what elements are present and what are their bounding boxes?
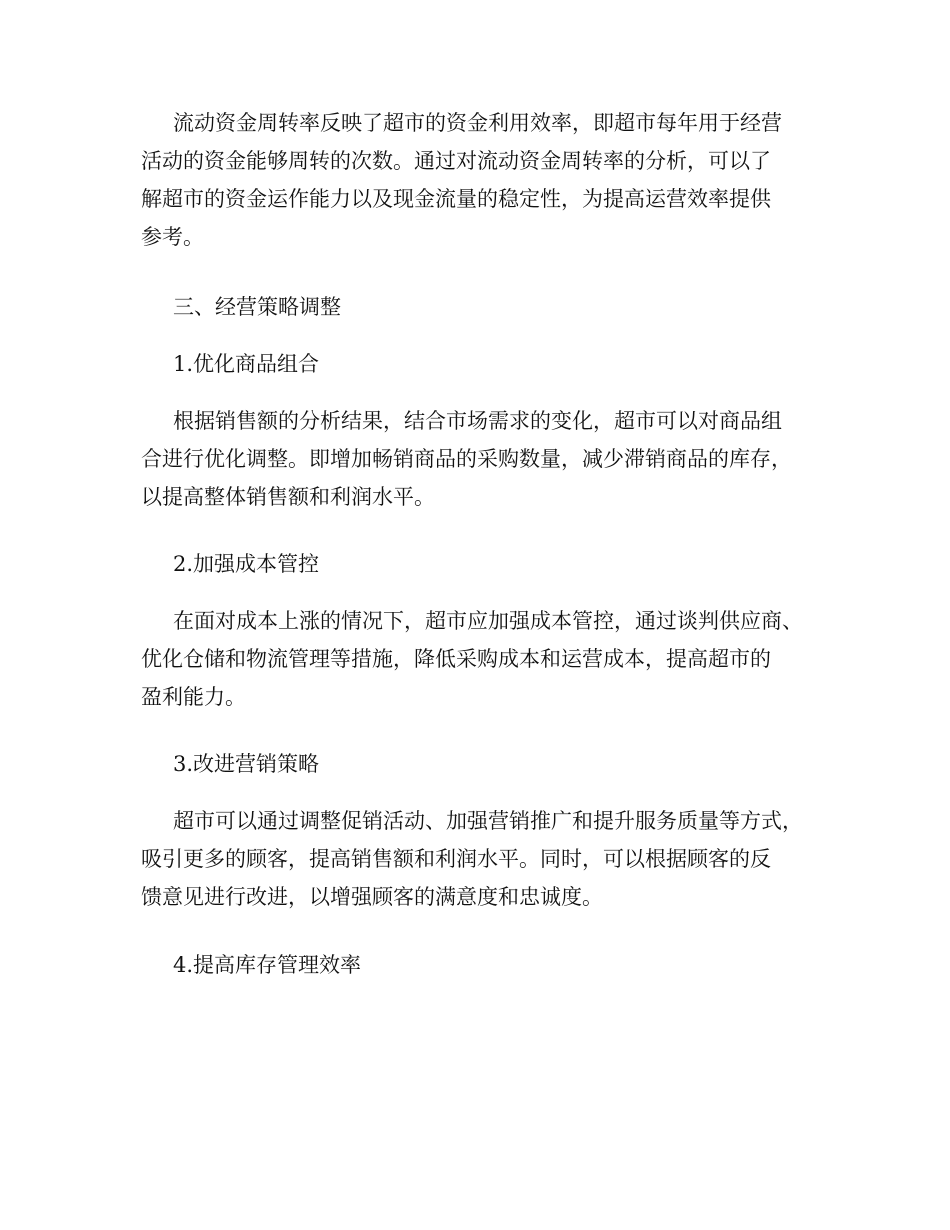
subsection-heading-3: 3.改进营销策略	[173, 752, 320, 776]
paragraph-line: 根据销售额的分析结果，结合市场需求的变化，超市可以对商品组	[173, 409, 782, 433]
paragraph-line: 流动资金周转率反映了超市的资金利用效率，即超市每年用于经营	[173, 111, 782, 135]
subsection-heading-4: 4.提高库存管理效率	[173, 953, 362, 977]
paragraph-line: 在面对成本上涨的情况下，超市应加强成本管控，通过谈判供应商、	[173, 609, 803, 633]
paragraph-line: 盈利能力。	[141, 685, 246, 709]
paragraph-line: 合进行优化调整。即增加畅销商品的采购数量，减少滞销商品的库存，	[141, 447, 792, 471]
paragraph-line: 优化仓储和物流管理等措施，降低采购成本和运营成本，提高超市的	[141, 647, 771, 671]
paragraph-line: 活动的资金能够周转的次数。通过对流动资金周转率的分析，可以了	[141, 149, 771, 173]
paragraph-line: 参考。	[141, 225, 204, 249]
paragraph-line: 以提高整体销售额和利润水平。	[141, 485, 435, 509]
subsection-heading-1: 1.优化商品组合	[173, 352, 320, 376]
paragraph-line: 解超市的资金运作能力以及现金流量的稳定性，为提高运营效率提供	[141, 187, 771, 211]
section-heading: 三、经营策略调整	[173, 295, 341, 319]
paragraph-line: 超市可以通过调整促销活动、加强营销推广和提升服务质量等方式，	[173, 809, 803, 833]
paragraph-line: 馈意见进行改进，以增强顾客的满意度和忠诚度。	[141, 885, 603, 909]
subsection-heading-2: 2.加强成本管控	[173, 552, 320, 576]
paragraph-line: 吸引更多的顾客，提高销售额和利润水平。同时，可以根据顾客的反	[141, 847, 771, 871]
